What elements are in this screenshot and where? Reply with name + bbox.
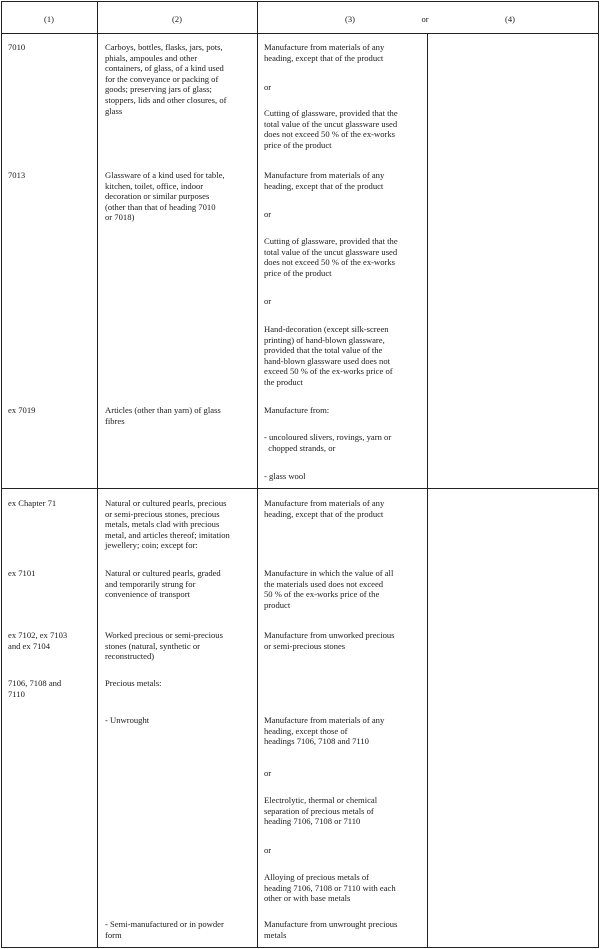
product-description-line: kitchen, toilet, office, indoor [105,180,204,191]
heading-code-line: 7013 [8,170,26,180]
heading-code [8,568,35,579]
heading-code-line: 7010 [8,42,26,52]
working-rule [264,432,391,453]
header-col2: (2) [172,14,182,24]
product-description [105,678,162,689]
working-rule [264,236,398,278]
header-col4: (4) [505,14,515,24]
working-rule-line: total value of the uncut glassware used [264,246,398,257]
working-rule-line: exceed 50 % of the ex-works price of [264,366,393,377]
working-rule [264,324,393,388]
product-description-line: goods; preserving jars of glass; [105,84,212,95]
product-description-line: metal, and articles thereof; imitation [105,529,230,540]
product-description-line: Carboys, bottles, flasks, jars, pots, [105,42,223,52]
section-divider [1,488,599,489]
working-rule-line: Electrolytic, thermal or chemical [264,795,378,805]
product-description-line: jewellery; coin; except for: [105,540,198,551]
working-rule [264,170,384,191]
working-rule-line: Manufacture in which the value of all [264,568,394,578]
heading-code-line: ex 7019 [8,405,36,415]
product-description-line: and temporarily strung for [105,578,196,589]
product-description-line: or 7018) [105,212,135,223]
working-rule-line: hand-blown glassware used does not [264,355,391,366]
working-rule-line: heading 7106, 7108 or 7110 with each [264,882,396,893]
heading-code-line: and ex 7104 [8,640,51,651]
heading-code-line: 7106, 7108 and [8,678,62,688]
product-description [105,568,221,600]
heading-code [8,42,25,53]
product-description [105,630,223,662]
working-rule-line: total value of the uncut glassware used [264,118,398,129]
working-rule-line: the product [264,376,303,387]
product-description [105,405,221,426]
heading-code [8,630,67,651]
working-rule [264,108,398,150]
or-separator [264,296,271,307]
product-description [105,715,149,726]
working-rule-line: price of the product [264,267,332,278]
working-rule-line: heading, except that of the product [264,52,384,63]
working-rule-line: headings 7106, 7108 and 7110 [264,736,369,747]
header-divider [1,33,599,34]
heading-code-line: ex Chapter 71 [8,498,57,508]
product-description-line: - Unwrought [105,715,150,725]
product-description-line: convenience of transport [105,589,190,600]
product-description-line: for the conveyance or packing of [105,73,219,84]
working-rule-line: heading, except those of [264,725,348,736]
heading-code [8,170,25,181]
working-rule-line: provided that the total value of the [264,345,383,356]
working-rule-line: does not exceed 50 % of the ex-works [264,257,396,268]
product-description-line: - Semi-manufactured or in powder [105,919,224,929]
working-rule-line: Alloying of precious metals of [264,872,370,882]
working-rule [264,715,384,747]
working-rule-line: Manufacture from materials of any [264,170,385,180]
product-description [105,170,225,223]
working-rule-line: Hand-decoration (except silk-screen [264,324,389,334]
working-rule-line: Manufacture from unworked precious [264,630,395,640]
working-rule-line: heading 7106, 7108 or 7110 [264,816,361,827]
product-description-line: glass [105,105,123,116]
or-separator-line: or [264,82,272,92]
working-rule-line: product [264,599,291,610]
working-rule-line: metals [264,929,287,940]
working-rule-line: chopped strands, or [264,442,336,453]
product-description-line: or semi-precious stones, precious [105,508,220,519]
working-rule-line: does not exceed 50 % of the ex-works [264,129,396,140]
working-rule [264,498,384,519]
column-divider-2 [257,1,258,948]
working-rule-line: printing) of hand-blown glassware, [264,334,385,345]
working-rule-line: price of the product [264,139,332,150]
working-rule-line: 50 % of the ex-works price of the [264,589,380,600]
working-rule-line: Manufacture from materials of any [264,498,385,508]
working-rule-line: - uncoloured slivers, rovings, yarn or [264,432,392,442]
product-description-line: Precious metals: [105,678,162,688]
product-description-line: fibres [105,415,125,426]
heading-code-line: 7110 [8,688,25,699]
or-separator [264,82,271,93]
product-description-line: containers, of glass, of a kind used [105,63,224,74]
header-col3: (3) [345,14,355,24]
working-rule-line: Manufacture from unwrought precious [264,919,398,929]
product-description-line: form [105,929,122,940]
column-divider-1 [97,1,98,948]
working-rule [264,42,384,63]
product-description-line: Articles (other than yarn) of glass [105,405,221,415]
product-description-line: stoppers, lids and other closures, of [105,94,227,105]
or-separator-line: or [264,845,272,855]
working-rule-line: heading, except that of the product [264,508,384,519]
product-description-line: Worked precious or semi-precious [105,630,223,640]
product-description-line: stones (natural, synthetic or [105,640,200,651]
working-rule-line: Cutting of glassware, provided that the [264,236,398,246]
working-rule [264,471,306,482]
or-separator-line: or [264,296,272,306]
working-rule-line: the materials used does not exceed [264,578,384,589]
working-rule [264,405,329,416]
working-rule-line: - glass wool [264,471,306,481]
working-rule-line: Cutting of glassware, provided that the [264,108,398,118]
product-description-line: Natural or cultured pearls, graded [105,568,221,578]
or-separator-line: or [264,768,272,778]
heading-code [8,405,35,416]
working-rule-line: separation of precious metals of [264,805,374,816]
heading-code-line: ex 7102, ex 7103 [8,630,68,640]
working-rule-line: other or with base metals [264,893,351,904]
working-rule [264,872,396,904]
or-separator [264,768,271,779]
product-description-line: reconstructed) [105,651,155,662]
working-rule-line: heading, except that of the product [264,180,384,191]
working-rule [264,568,393,610]
working-rule-line: Manufacture from: [264,405,330,415]
or-separator [264,209,271,220]
or-separator-line: or [264,209,272,219]
or-separator [264,845,271,856]
product-description-line: (other than that of heading 7010 [105,201,216,212]
working-rule-line: Manufacture from materials of any [264,715,385,725]
product-description [105,42,226,116]
product-description-line: metals, metals clad with precious [105,519,220,530]
header-col1: (1) [44,14,54,24]
product-description-line: decoration or similar purposes [105,191,210,202]
heading-code [8,678,61,699]
working-rule [264,795,377,827]
product-description-line: Natural or cultured pearls, precious [105,498,227,508]
heading-code-line: ex 7101 [8,568,36,578]
product-description [105,498,230,551]
working-rule-line: or semi-precious stones [264,640,346,651]
product-description-line: phials, ampoules and other [105,52,198,63]
product-description [105,919,224,940]
header-or: or [421,14,429,24]
product-description-line: Glassware of a kind used for table, [105,170,225,180]
heading-code [8,498,56,509]
working-rule [264,630,395,651]
column-divider-3 [427,33,428,948]
working-rule [264,919,397,940]
working-rule-line: Manufacture from materials of any [264,42,385,52]
